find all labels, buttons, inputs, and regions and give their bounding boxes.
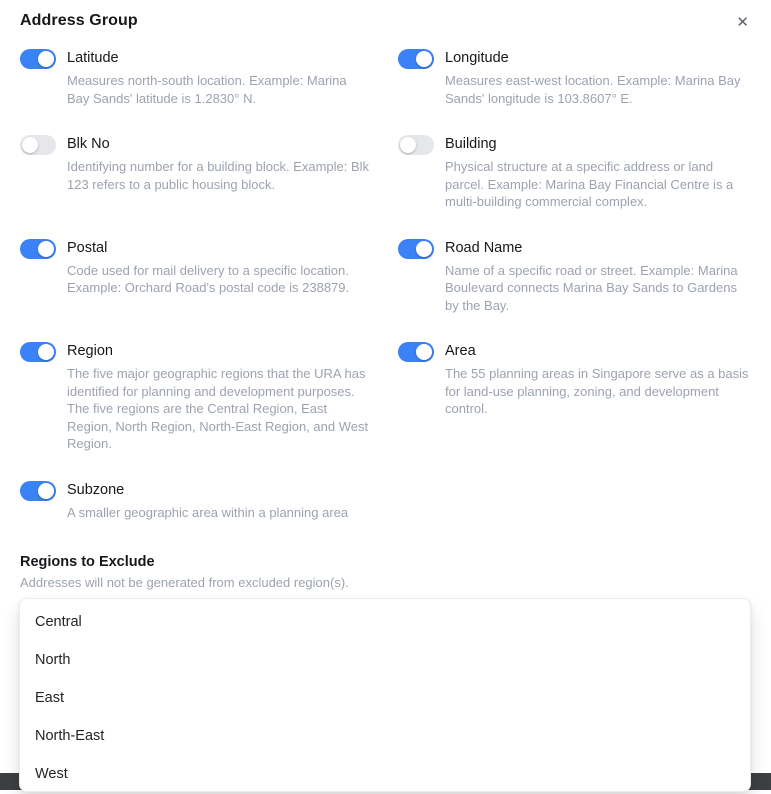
toggle-label: Region bbox=[67, 343, 113, 359]
regions-dropdown bbox=[19, 598, 751, 792]
toggle-content bbox=[445, 48, 750, 107]
field-toggle-row bbox=[20, 238, 370, 315]
toggle-content bbox=[67, 48, 370, 107]
dropdown-option-east[interactable]: East bbox=[35, 690, 65, 706]
toggle-switch-region[interactable] bbox=[20, 342, 56, 362]
toggle-switch-postal[interactable] bbox=[20, 239, 56, 259]
toggle-knob bbox=[416, 344, 432, 360]
toggle-description: Measures north-south location. Example: Marina Bay Sands' latitude is 1.2830° N. bbox=[67, 73, 347, 106]
field-toggle-row bbox=[20, 480, 370, 522]
toggle-content bbox=[67, 134, 370, 193]
toggle-switch-subzone[interactable] bbox=[20, 481, 56, 501]
toggle-knob bbox=[38, 51, 54, 67]
dropdown-option-north-east[interactable]: North-East bbox=[35, 728, 105, 744]
toggle-label: Area bbox=[445, 343, 476, 359]
toggle-content bbox=[67, 480, 348, 522]
field-toggle-row bbox=[398, 134, 750, 211]
toggle-knob bbox=[400, 137, 416, 153]
toggle-knob bbox=[416, 51, 432, 67]
toggle-content bbox=[445, 341, 750, 418]
toggle-knob bbox=[38, 241, 54, 257]
field-toggle-row bbox=[398, 341, 750, 453]
toggle-content bbox=[445, 238, 750, 315]
toggle-description: Code used for mail delivery to a specific location. Example: Orchard Road's postal code is 238879. bbox=[67, 262, 350, 295]
page-title: Address Group bbox=[20, 12, 138, 29]
toggle-description: Name of a specific road or street. Example: Marina Boulevard connects Marina Bay Sands to Gardens by the Bay. bbox=[445, 262, 738, 313]
dropdown-option-central[interactable]: Central bbox=[35, 614, 82, 630]
toggle-content bbox=[67, 238, 370, 297]
toggle-label: Longitude bbox=[445, 50, 509, 66]
toggle-description: Measures east-west location. Example: Marina Bay Sands' longitude is 103.8607° E. bbox=[445, 73, 741, 106]
field-toggle-row bbox=[398, 48, 750, 107]
dropdown-option-west[interactable]: West bbox=[35, 766, 68, 782]
field-toggle-row bbox=[20, 134, 370, 211]
toggle-description: Identifying number for a building block. Example: Blk 123 refers to a public housing block. bbox=[67, 159, 370, 192]
toggle-description: The five major geographic regions that the URA has identified for planning and development purposes. The five regions are the Central Region, East Region, North Region, North-East Region, and West Region. bbox=[67, 366, 369, 451]
toggle-label: Building bbox=[445, 136, 497, 152]
toggle-label: Latitude bbox=[67, 50, 119, 66]
close-icon[interactable]: ✕ bbox=[736, 14, 749, 31]
toggle-description: A smaller geographic area within a planning area bbox=[67, 504, 349, 520]
toggle-content bbox=[445, 134, 750, 211]
toggle-description: Physical structure at a specific address or land parcel. Example: Marina Bay Financial Centre is a multi-building commercial complex. bbox=[445, 159, 734, 209]
toggle-switch-road-name[interactable] bbox=[398, 239, 434, 259]
toggle-label: Road Name bbox=[445, 239, 523, 256]
toggle-switch-building[interactable] bbox=[398, 135, 434, 155]
modal-header bbox=[20, 12, 751, 32]
toggle-switch-area[interactable] bbox=[398, 342, 434, 362]
toggle-content bbox=[67, 341, 370, 453]
toggle-description: The 55 planning areas in Singapore serve as a basis for land-use planning, zoning, and development control. bbox=[445, 366, 749, 416]
dropdown-option-north[interactable]: North bbox=[35, 652, 71, 668]
field-toggle-row bbox=[20, 341, 370, 453]
regions-to-exclude-description: Addresses will not be generated from excluded region(s). bbox=[20, 575, 349, 590]
field-toggle-grid bbox=[20, 48, 751, 521]
regions-to-exclude-label: Regions to Exclude bbox=[20, 554, 155, 570]
toggle-label: Postal bbox=[67, 239, 108, 256]
toggle-knob bbox=[38, 344, 54, 360]
toggle-knob bbox=[38, 483, 54, 499]
field-toggle-row bbox=[20, 48, 370, 107]
toggle-label: Subzone bbox=[67, 481, 125, 498]
toggle-switch-longitude[interactable] bbox=[398, 49, 434, 69]
toggle-switch-latitude[interactable] bbox=[20, 49, 56, 69]
toggle-knob bbox=[22, 137, 38, 153]
toggle-switch-blk-no[interactable] bbox=[20, 135, 56, 155]
field-toggle-row bbox=[398, 238, 750, 315]
toggle-knob bbox=[416, 241, 432, 257]
toggle-label: Blk No bbox=[67, 136, 110, 152]
